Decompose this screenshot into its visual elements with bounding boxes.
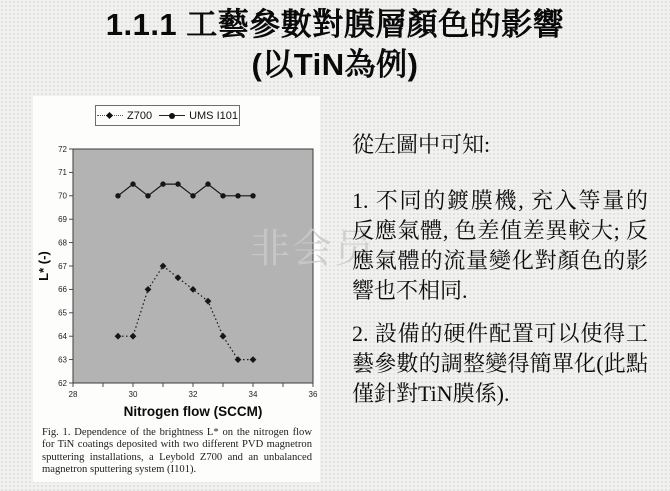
- data-point-circle: [220, 193, 225, 198]
- dotted-line-diamond-marker-icon: [97, 111, 123, 120]
- slide-title: [0, 5, 670, 85]
- x-tick-label: 36: [308, 390, 318, 399]
- legend-item-z700: [97, 110, 152, 122]
- y-tick-label: 69: [58, 215, 67, 224]
- notes-heading: 從左圖中可知:: [352, 132, 491, 157]
- data-point-circle: [145, 193, 150, 198]
- data-point-circle: [205, 181, 210, 186]
- data-point-circle: [160, 181, 165, 186]
- plot-area: [73, 149, 313, 383]
- y-tick-label: 64: [58, 332, 67, 341]
- data-point-circle: [130, 181, 135, 186]
- data-point-circle: [190, 193, 195, 198]
- y-tick-label: 62: [58, 378, 67, 388]
- chart-svg: [33, 96, 320, 426]
- y-tick-label: 71: [58, 168, 67, 178]
- data-point-circle: [175, 181, 180, 186]
- x-axis-label: Nitrogen flow (SCCM): [123, 404, 263, 419]
- legend-item-ums-i101: [159, 110, 238, 122]
- y-axis-label: L* (-): [36, 251, 51, 281]
- figure-panel: [33, 96, 320, 482]
- y-tick-label: 70: [58, 191, 67, 201]
- x-tick-label: 32: [188, 390, 198, 399]
- legend-label-z700: Z700: [127, 109, 153, 122]
- figure-caption: Fig. 1. Dependence of the brightness L* on the nitrogen flow for TiN coatings deposited with two different PVD magnetron sputtering installations, a Leybold Z700 and an unbalanced magnetron sputtering system (I101).: [42, 427, 312, 476]
- x-tick-label: 28: [68, 390, 78, 399]
- legend-label-ums-i101: UMS I101: [189, 109, 238, 122]
- data-point-circle: [115, 193, 120, 198]
- slide-title-line1: 1.1.1 工藝參數對膜層顏色的影響: [105, 7, 565, 42]
- y-tick-label: 63: [58, 355, 67, 365]
- notes-point-1: 1. 不同的鍍膜機, 充入等量的反應氣體, 色差值差異較大; 反應氣體的流量變化對顏色的影響也不相同.: [352, 188, 648, 303]
- data-point-circle: [235, 193, 240, 198]
- x-tick-label: 34: [248, 390, 258, 399]
- notes-panel: [352, 130, 648, 422]
- watermark: 非会员: [250, 227, 376, 271]
- y-tick-label: 68: [58, 238, 67, 248]
- slide-title-line2: (以TiN為例): [251, 47, 419, 82]
- x-tick-label: 30: [128, 390, 138, 399]
- y-tick-label: 65: [58, 308, 67, 318]
- data-point-circle: [250, 193, 255, 198]
- solid-line-circle-marker-icon: [159, 111, 185, 120]
- chart-legend: [95, 105, 240, 126]
- y-tick-label: 67: [58, 261, 67, 271]
- y-tick-label: 66: [58, 285, 67, 295]
- notes-point-2: 2. 設備的硬件配置可以使得工藝參數的調整變得簡單化(此點僅針對TiN膜係).: [352, 321, 648, 406]
- y-tick-label: 72: [58, 144, 67, 154]
